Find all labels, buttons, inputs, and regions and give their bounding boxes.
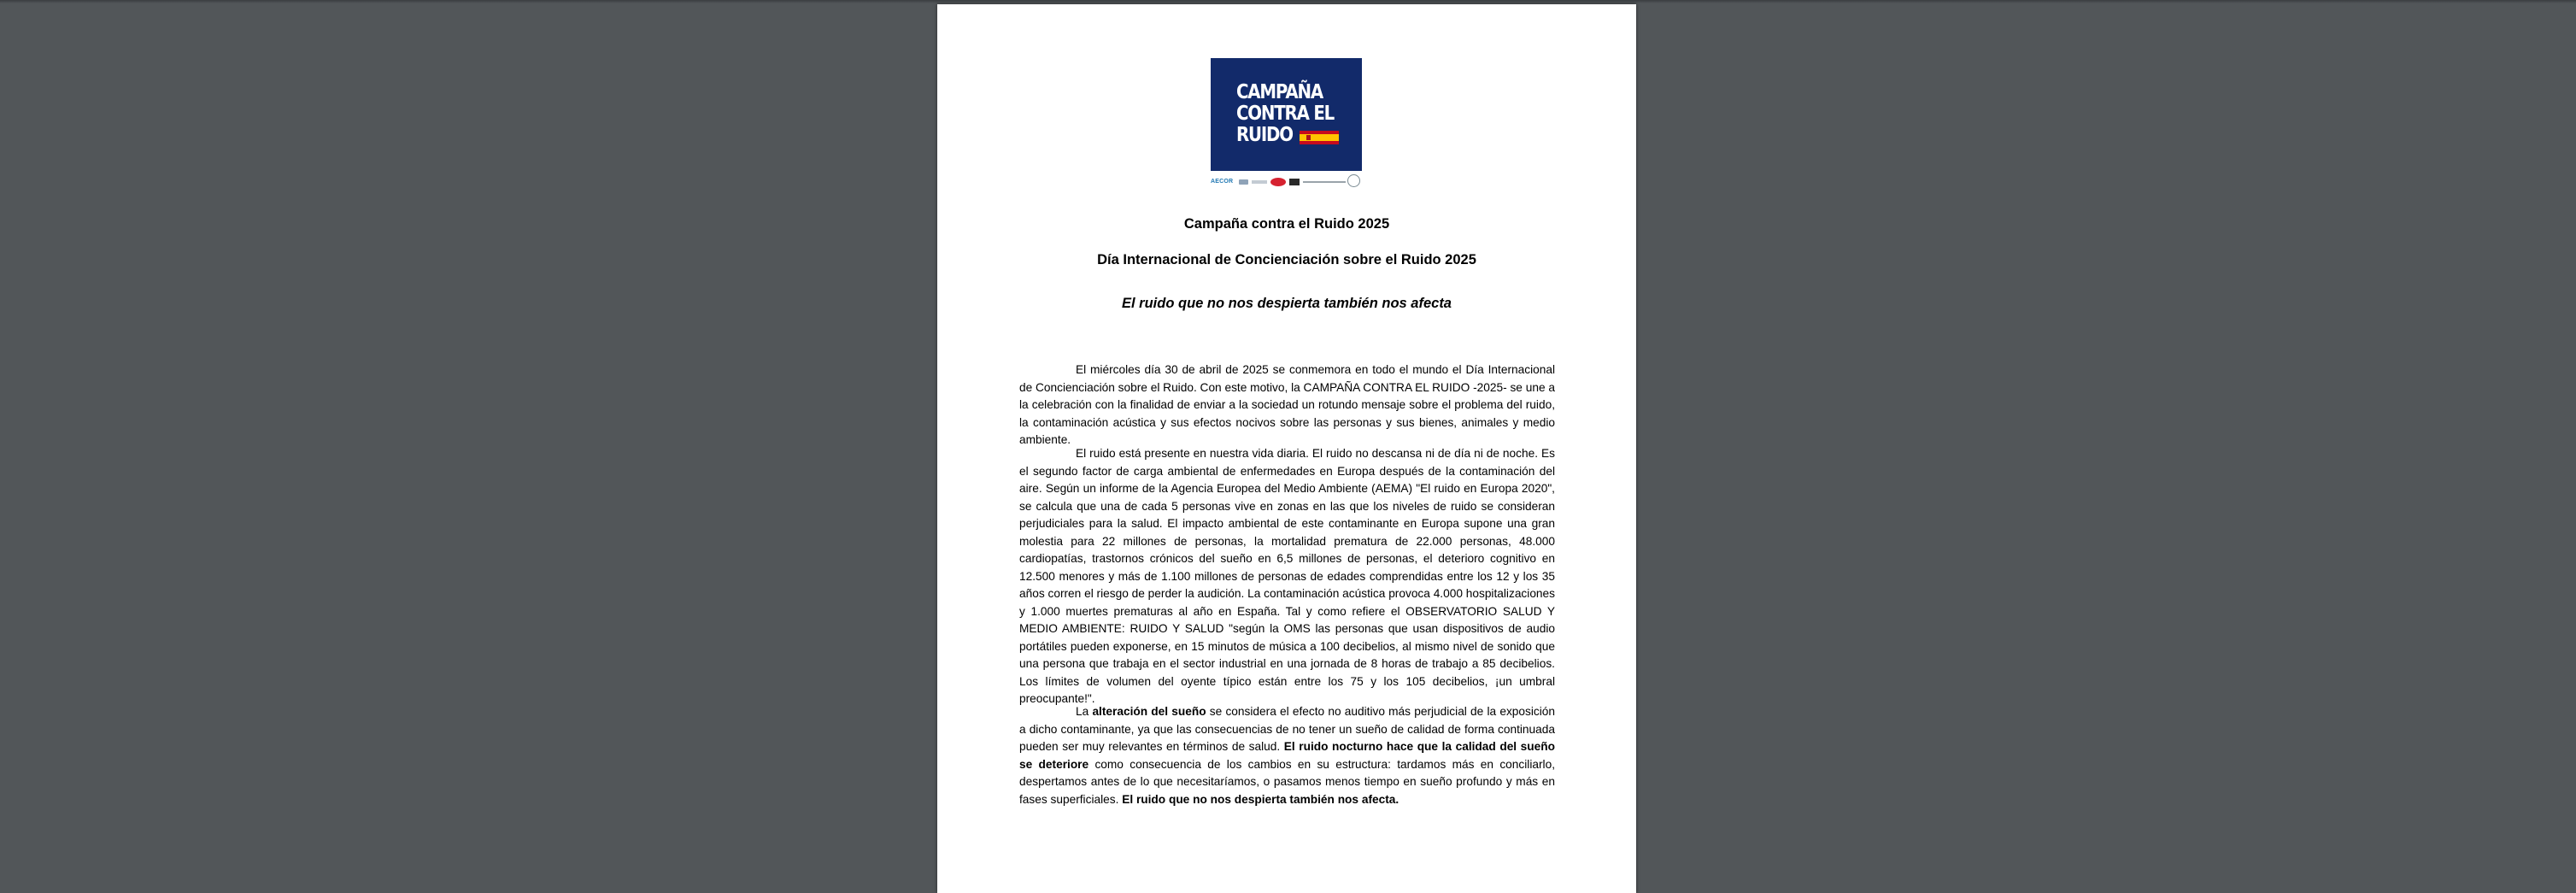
document-page <box>937 4 1636 893</box>
paragraph-sleep-bold-2: El ruido nocturno hace que la calidad del sueño se deteriore <box>1019 740 1555 771</box>
paragraph-sleep <box>1019 703 1555 808</box>
paragraph-sleep-bold-3: El ruido que no nos despierta también nos afecta. <box>1122 792 1399 806</box>
paragraph-intro: El miércoles día 30 de abril de 2025 se conmemora en todo el mundo el Día Internacional de Concienciación sobre el Ruido. Con este motivo, la CAMPAÑA CONTRA EL RUIDO -2025- se une a la celebración con la finalidad de enviar a la sociedad un rotundo mensaje sobre el problema del ruido, la contaminación acústica y sus efectos nocivos sobre las personas y sus bienes, animales y medio ambiente. <box>1019 363 1555 446</box>
sponsor-seal-icon <box>1347 174 1360 187</box>
paragraph-sleep-bold-1: alteración del sueño <box>1092 705 1206 718</box>
document-title: Campaña contra el Ruido 2025 <box>1183 216 1390 232</box>
paragraph-noise-impact: El ruido está presente en nuestra vida diaria. El ruido no descansa ni de día ni de noche. Es el segundo factor de carga ambiental de enfermedades en Europa después de la contaminación del aire. Según un informe de la Agencia Europea del Medio Ambiente (AEMA) "El ruido en Europa 2020", se calcula que una de cada 5 personas vive en zonas en las que los niveles de ruido se consideran perjudiciales para la salud. El impacto ambiental de este contaminante en Europa supone una gran molestia para 22 millones de personas, la mortalidad prematura de 22.000 personas, 48.000 cardiopatías, trastornos crónicos del sueño en 6,5 millones de personas, el deterioro cognitivo en 12.500 menores y más de 1.100 millones de personas de edades comprendidas entre los 12 y los 35 años corren el riesgo de perder la audición. La contaminación acústica provoca 4.000 hospitalizaciones y 1.000 muertes prematuras al año en España. Tal y como refiere el OBSERVATORIO SALUD Y MEDIO AMBIENTE: RUIDO Y SALUD "según la OMS las personas que usan dispositivos de audio portátiles pueden exponerse, en 15 minutos de música a 100 decibelios, al mismo nivel de sonido que una persona que trabaja en el sector industrial en una jornada de 8 horas de trabajo a 85 decibelios. Los límites de volumen del oyente típico están entre los 75 y los 105 decibelios, ¡un umbral preocupante!". <box>1019 447 1555 705</box>
sponsor-logo-3 <box>1252 180 1267 184</box>
sponsor-logos <box>1211 174 1362 190</box>
logo-line-2: CONTRA EL <box>1236 103 1335 125</box>
viewer-top-shadow <box>0 0 2576 3</box>
spain-flag-icon <box>1300 131 1339 144</box>
sponsor-logo-4 <box>1270 178 1286 186</box>
sponsor-logo-6 <box>1303 181 1346 183</box>
document-subtitle: Día Internacional de Concienciación sobre el Ruido 2025 <box>1097 252 1476 267</box>
paragraph-sleep-text-3: como consecuencia de los cambios en su estructura: tardamos más en conciliarlo, despertamos antes de lo que necesitaríamos, o pasamos menos tiempo en sueño profundo y más en fases superficiales. <box>1019 757 1555 806</box>
logo-line-3: RUIDO <box>1236 124 1293 146</box>
logo-line-1: CAMPAÑA <box>1236 81 1323 103</box>
paragraph-sleep-text-2: se considera el efecto no auditivo más perjudicial de la exposición a dicho contaminante, ya que las consecuencias de no tener un sueño de calidad de forma continuada pueden ser muy relevantes en términos de salud. <box>1019 705 1556 753</box>
coat-of-arms-icon <box>1306 135 1311 140</box>
sponsor-logo-2 <box>1239 179 1248 185</box>
campaign-logo <box>1211 58 1362 171</box>
sponsor-aecor-logo: AECOR <box>1211 179 1234 185</box>
paragraph-sleep-text-1: La <box>1076 705 1093 718</box>
sponsor-logo-5 <box>1289 179 1300 185</box>
document-tagline: El ruido que no nos despierta también nos afecta <box>1122 296 1452 311</box>
